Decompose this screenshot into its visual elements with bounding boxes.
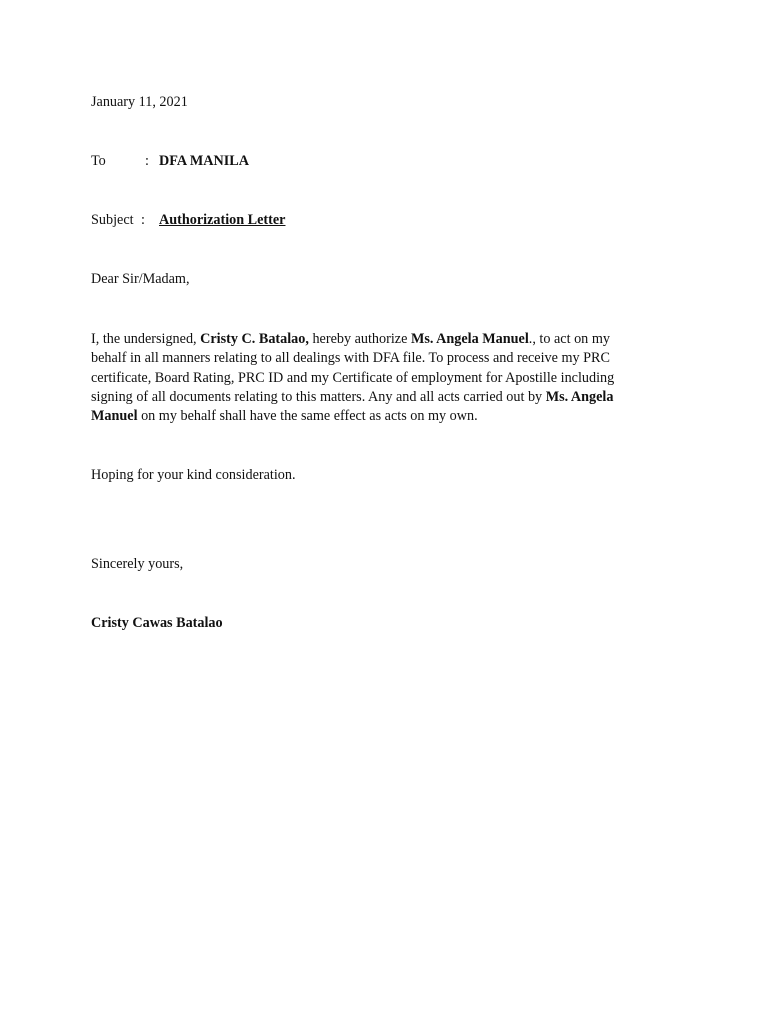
- recipient-line: [91, 152, 249, 171]
- body-line-5: [91, 407, 661, 426]
- valediction: Sincerely yours,: [91, 556, 184, 572]
- body-line-3: certificate, Board Rating, PRC ID and my Certificate of employment for Apostille including: [91, 369, 615, 386]
- recipient-label: To: [91, 153, 106, 169]
- body-text: hereby authorize: [308, 331, 411, 347]
- recipient-separator: :: [145, 153, 149, 169]
- subject-label: Subject: [91, 212, 134, 228]
- body-line-2: behalf in all manners relating to all dealings with DFA file. To process and receive my PRC: [91, 350, 610, 367]
- body-text: on my behalf shall have the same effect as acts on my own.: [137, 408, 478, 425]
- body-line-4: [91, 388, 661, 407]
- letter-date: January 11, 2021: [91, 94, 188, 110]
- closing-line: Hoping for your kind consideration.: [91, 467, 296, 483]
- signatory-name: Cristy Cawas Batalao: [91, 615, 223, 631]
- body-text: ., to act on my: [528, 331, 610, 347]
- representative-name: Ms. Angela: [545, 388, 614, 405]
- subject-line: [91, 211, 285, 230]
- subject-value: Authorization Letter: [159, 212, 286, 228]
- body-line-1: [91, 330, 661, 349]
- recipient-value: DFA MANILA: [159, 153, 249, 169]
- body-text: signing of all documents relating to this matters. Any and all acts carried out by: [91, 388, 546, 405]
- subject-separator: :: [141, 212, 145, 228]
- salutation: Dear Sir/Madam,: [91, 271, 190, 287]
- body-text: I, the undersigned,: [91, 331, 201, 347]
- grantor-name: Cristy C. Batalao,: [200, 331, 309, 347]
- representative-name: Manuel: [91, 408, 138, 425]
- representative-name: Ms. Angela Manuel: [410, 331, 529, 347]
- letter-body: [91, 330, 661, 426]
